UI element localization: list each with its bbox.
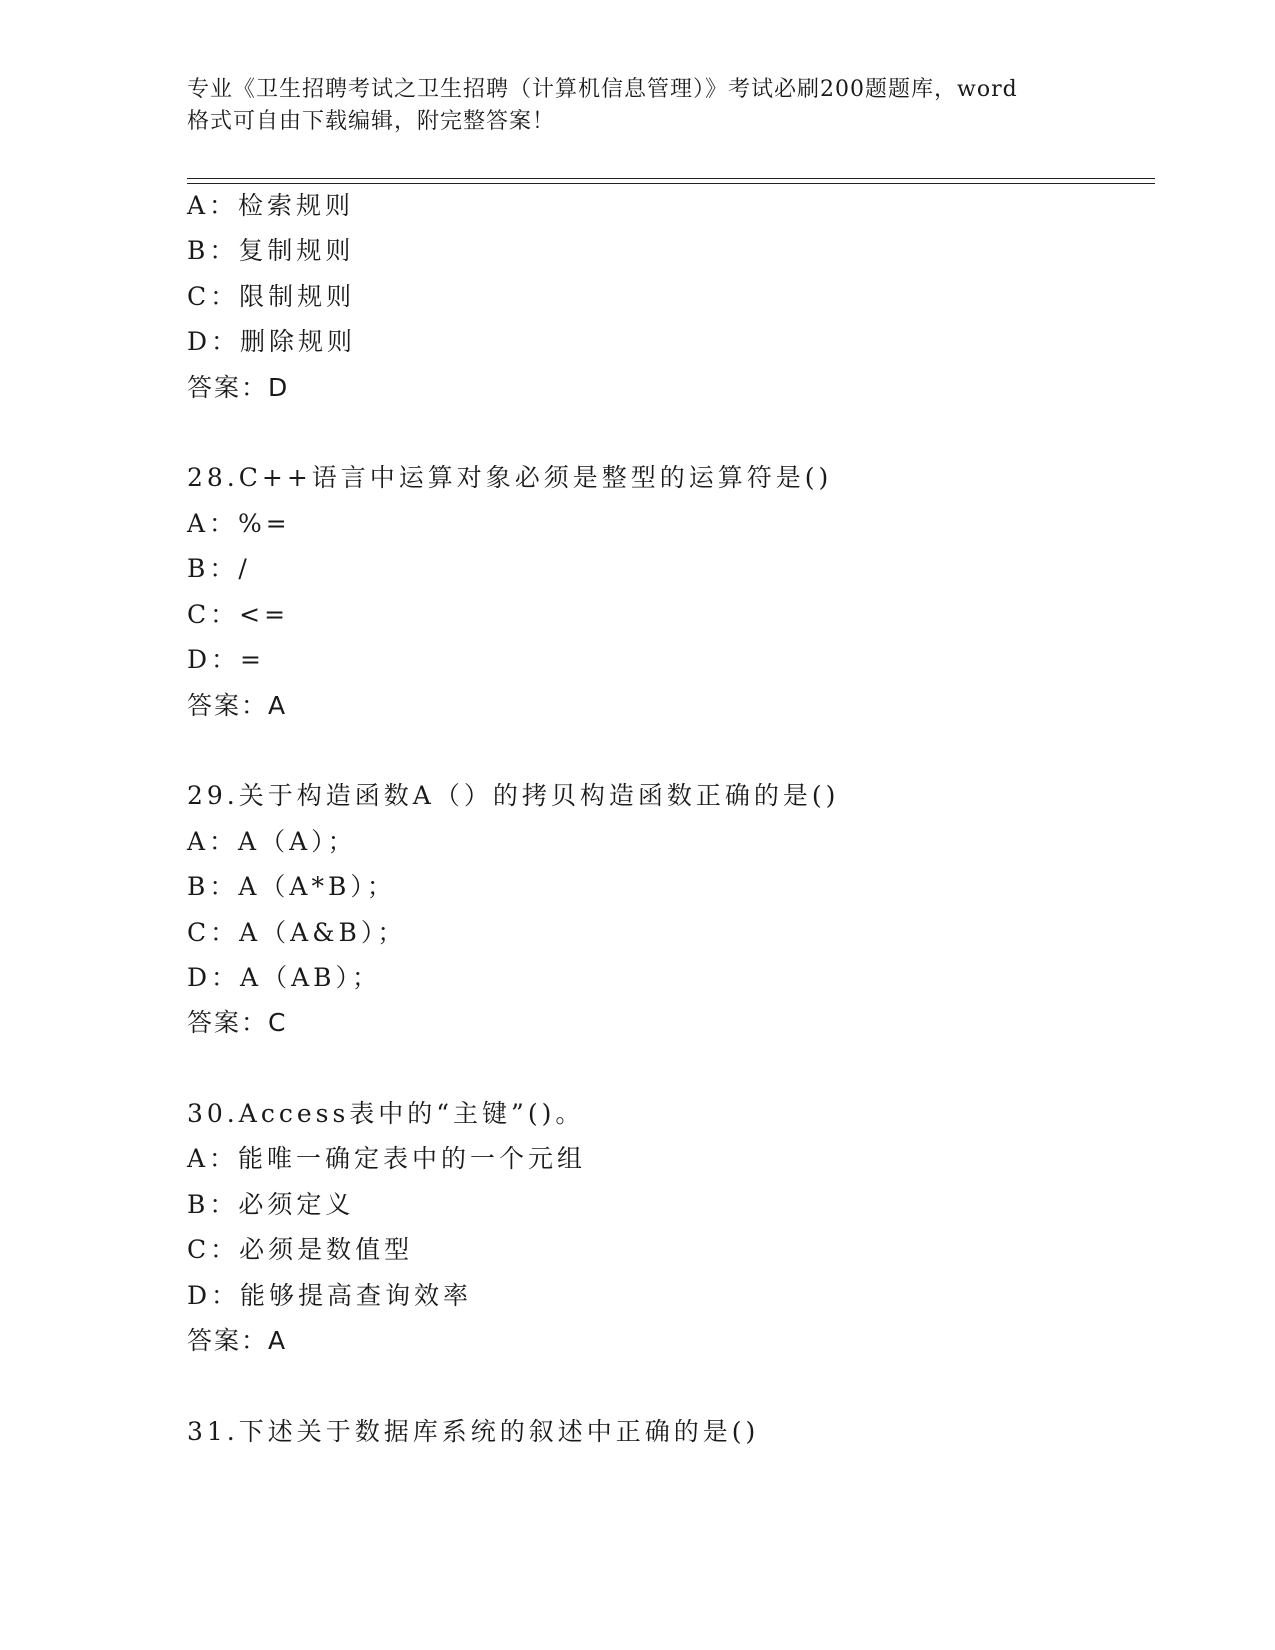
header-line-2: 格式可自由下载编辑，附完整答案！ — [187, 109, 556, 134]
q29-option-c: C：A（A&B）； — [187, 918, 407, 947]
q28-option-b: B：/ — [187, 554, 251, 583]
q31-question: 31.下述关于数据库系统的叙述中正确的是() — [187, 1417, 760, 1446]
header-divider-top — [187, 178, 1155, 179]
q28-question: 28.C++语言中运算对象必须是整型的运算符是() — [187, 463, 833, 492]
q27-option-b: B：复制规则 — [187, 236, 355, 265]
q30-answer: 答案：A — [187, 1326, 288, 1355]
q29-question: 29.关于构造函数A（）的拷贝构造函数正确的是() — [187, 781, 840, 810]
q30-option-a: A：能唯一确定表中的一个元组 — [187, 1144, 587, 1173]
q30-question: 30.Access表中的“主键”()。 — [187, 1099, 585, 1128]
q27-option-c: C：限制规则 — [187, 282, 356, 311]
q28-option-d: D：= — [187, 645, 265, 674]
q29-option-b: B：A（A*B）； — [187, 872, 396, 901]
document-header — [187, 74, 1087, 138]
q30-option-c: C：必须是数值型 — [187, 1235, 414, 1264]
q30-option-b: B：必须定义 — [187, 1190, 355, 1219]
q28-option-a: A：%= — [187, 509, 291, 538]
header-divider-bottom — [187, 183, 1155, 184]
q29-option-a: A：A（A）； — [187, 827, 357, 856]
q27-answer: 答案：D — [187, 373, 290, 402]
q30-option-d: D：能够提高查询效率 — [187, 1281, 473, 1310]
q29-answer: 答案：C — [187, 1008, 288, 1037]
q28-option-c: C：<= — [187, 600, 290, 629]
q27-option-a: A：检索规则 — [187, 191, 355, 220]
q27-option-d: D：删除规则 — [187, 327, 357, 356]
q28-answer: 答案：A — [187, 691, 288, 720]
header-line-1: 专业《卫生招聘考试之卫生招聘（计算机信息管理）》考试必刷200题题库，word — [187, 77, 1018, 102]
q29-option-d: D：A（AB）； — [187, 963, 382, 992]
